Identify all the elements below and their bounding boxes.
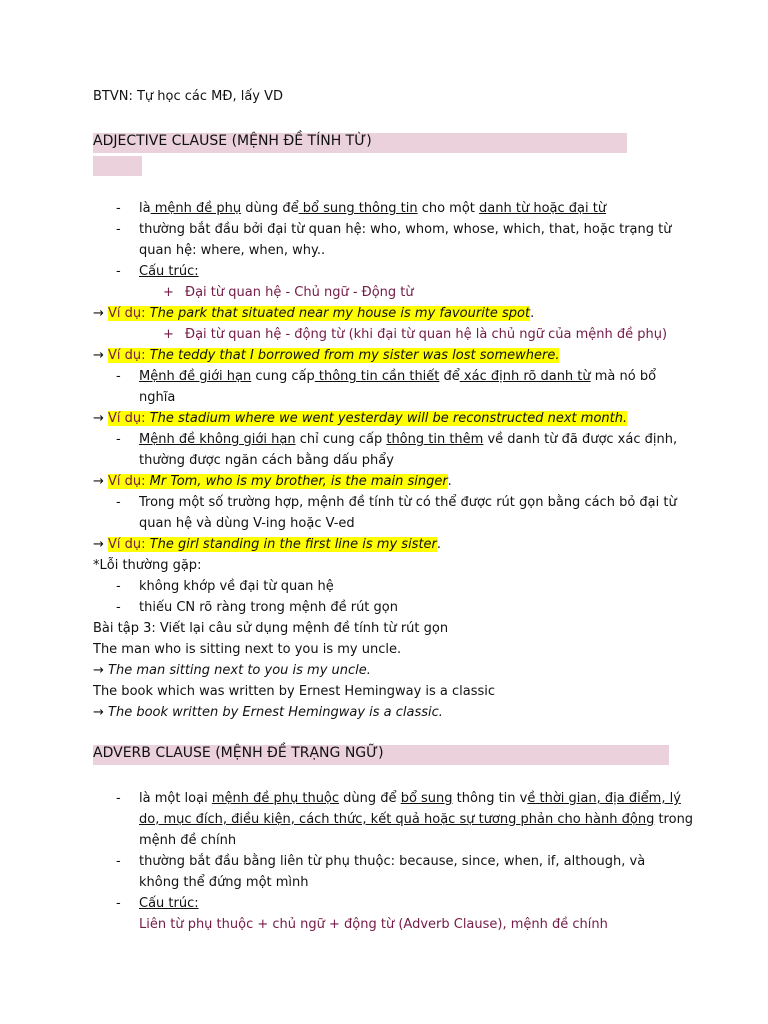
bullet-dash: - [116, 432, 121, 447]
adv-structure-label: Cấu trúc: [139, 896, 199, 911]
exercise-answer-1: → The man sitting next to you is my uncle. [93, 663, 371, 678]
bullet-dash: - [116, 495, 121, 510]
adj-structure-1: Đại từ quan hệ - Chủ ngữ - Động từ [185, 285, 414, 300]
bullet-dash: - [116, 896, 121, 911]
bullet-dash: - [116, 222, 121, 237]
bullet-dash: - [116, 854, 121, 869]
adj-example-3: → Ví dụ: The stadium where we went yesterday will be reconstructed next month. [93, 411, 628, 426]
adj-intro-line: thường bắt đầu bởi đại từ quan hệ: who, whom, whose, which, that, hoặc trạng từ [139, 222, 672, 237]
adv-intro-line-cont: không thể đứng một mình [139, 875, 309, 890]
adj-example-5: → Ví dụ: The girl standing in the first line is my sister. [93, 537, 442, 552]
empty-highlight-line [93, 156, 142, 176]
adj-intro-line-cont: quan hệ: where, when, why.. [139, 243, 326, 258]
section-heading-adverb: ADVERB CLAUSE (MỆNH ĐỀ TRẠNG NGỮ) [93, 745, 384, 761]
bullet-dash: - [116, 369, 121, 384]
bullet-dash: - [116, 201, 121, 216]
adj-structure-label: Cấu trúc: [139, 264, 199, 279]
adj-reduced-line-cont: quan hệ và dùng V-ing hoặc V-ed [139, 516, 355, 531]
exercise-question-1: The man who is sitting next to you is my uncle. [93, 642, 402, 657]
error-item-1: không khớp về đại từ quan hệ [139, 579, 334, 594]
exercise-answer-2: → The book written by Ernest Hemingway is a classic. [93, 705, 443, 720]
exercise-title: Bài tập 3: Viết lại câu sử dụng mệnh đề tính từ rút gọn [93, 621, 449, 636]
adv-definition-line: là một loại mệnh đề phụ thuộc dùng để bổ sung thông tin về thời gian, địa điểm, lý [139, 791, 681, 806]
bullet-plus: + [163, 285, 174, 300]
adj-example-2: → Ví dụ: The teddy that I borrowed from my sister was lost somewhere. [93, 348, 560, 363]
adv-structure-1: Liên từ phụ thuộc + chủ ngữ + động từ (Adverb Clause), mệnh đề chính [139, 917, 608, 932]
bullet-dash: - [116, 264, 121, 279]
error-item-2: thiếu CN rõ ràng trong mệnh đề rút gọn [139, 600, 398, 615]
adj-definition-line: là mệnh đề phụ dùng để bổ sung thông tin cho một danh từ hoặc đại từ [139, 201, 607, 216]
adj-structure-2: Đại từ quan hệ - động từ (khi đại từ quan hệ là chủ ngữ của mệnh đề phụ) [185, 327, 668, 342]
bullet-plus: + [163, 327, 174, 342]
adv-definition-line-end: mệnh đề chính [139, 833, 237, 848]
common-errors-title: *Lỗi thường gặp: [93, 558, 202, 573]
section-heading-adjective: ADJECTIVE CLAUSE (MỆNH ĐỀ TÍNH TỪ) [93, 133, 372, 149]
bullet-dash: - [116, 579, 121, 594]
bullet-dash: - [116, 600, 121, 615]
page-title: BTVN: Tự học các MĐ, lấy VD [93, 89, 284, 104]
adj-reduced-line: Trong một số trường hợp, mệnh đề tính từ có thể được rút gọn bằng cách bỏ đại từ [139, 495, 677, 510]
adv-intro-line: thường bắt đầu bằng liên từ phụ thuộc: because, since, when, if, although, và [139, 854, 646, 869]
bullet-dash: - [116, 791, 121, 806]
adj-nonrestrictive-line: Mệnh đề không giới hạn chỉ cung cấp thông tin thêm về danh từ đã được xác định, [139, 432, 678, 447]
adj-restrictive-line-cont: nghĩa [139, 390, 176, 405]
adv-definition-line-cont: do, mục đích, điều kiện, cách thức, kết quả hoặc sự tương phản cho hành động trong [139, 812, 694, 827]
adj-example-4: → Ví dụ: Mr Tom, who is my brother, is the main singer. [93, 474, 452, 489]
exercise-question-2: The book which was written by Ernest Hemingway is a classic [93, 684, 496, 699]
adj-restrictive-line: Mệnh đề giới hạn cung cấp thông tin cần thiết để xác định rõ danh từ mà nó bổ [139, 369, 657, 384]
adj-nonrestrictive-line-cont: thường được ngăn cách bằng dấu phẩy [139, 453, 394, 468]
adj-example-1: → Ví dụ: The park that situated near my house is my favourite spot. [93, 306, 535, 321]
